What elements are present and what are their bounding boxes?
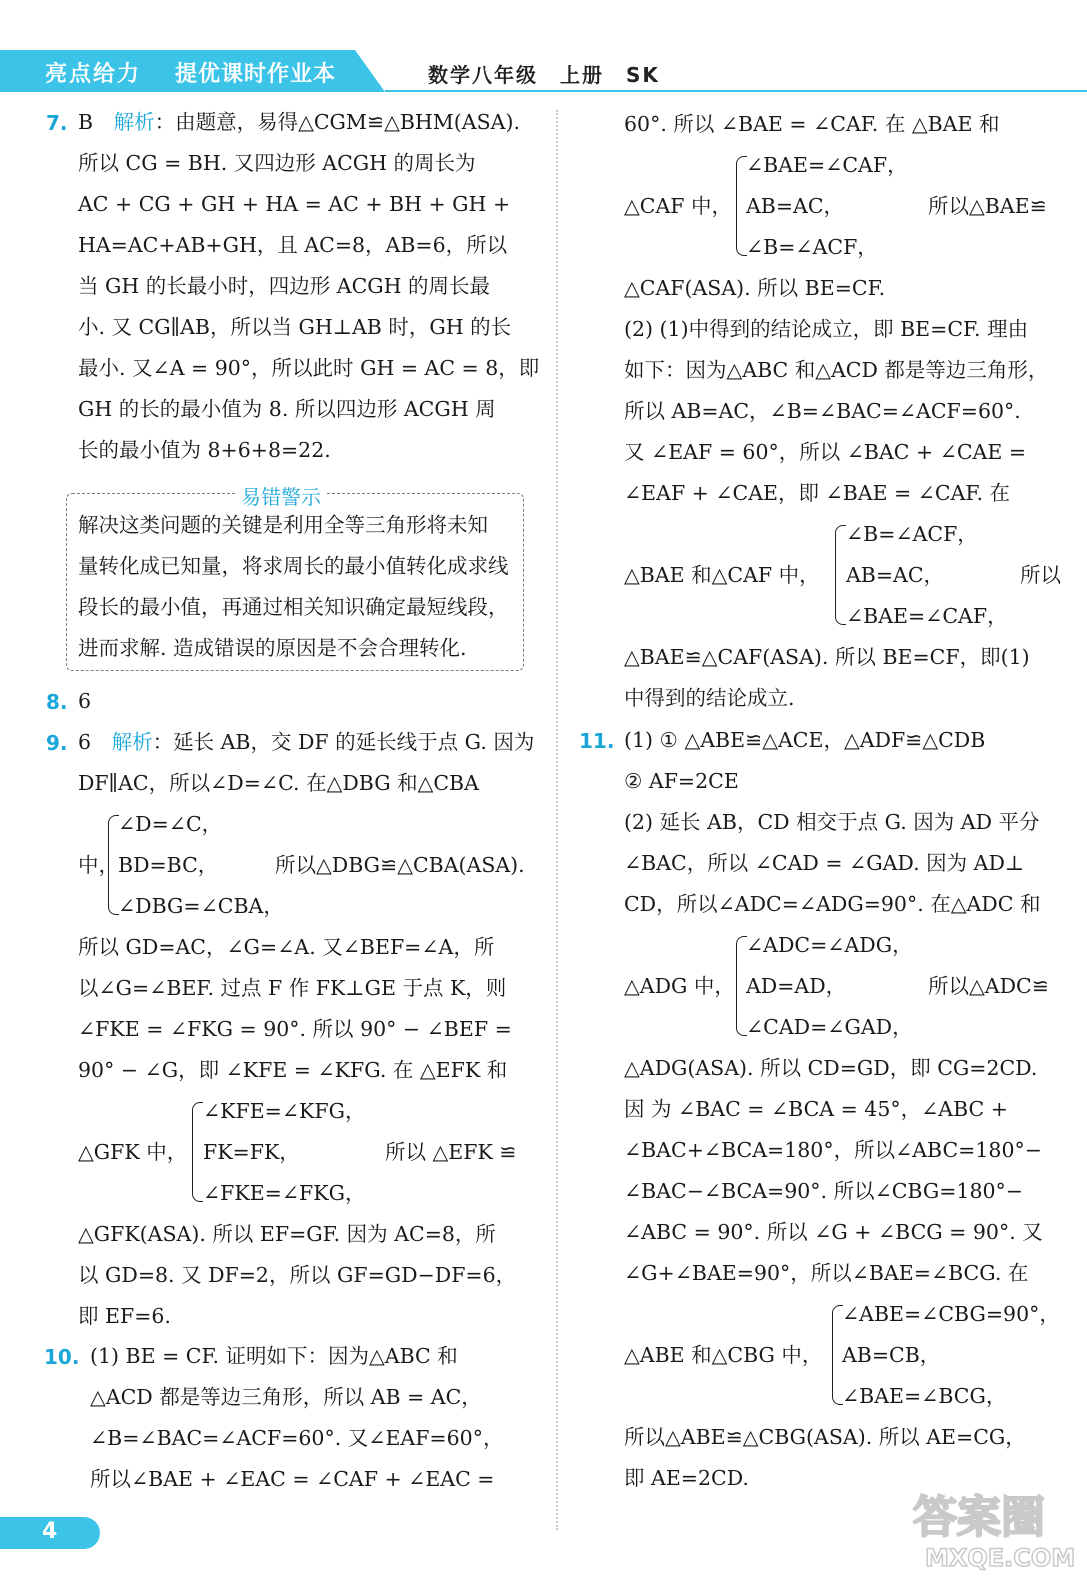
q10-cont-line-2: △CAF(ASA). 所以 BE=CF. [624, 276, 886, 300]
q10-condition-4: ∠B=∠ACF， [846, 522, 978, 546]
q7-line-2: 所以 CG = BH. 又四边形 ACGH 的周长为 [78, 151, 476, 175]
q7-line-1 [78, 110, 520, 134]
q11-line-7: 因 为 ∠BAC = ∠BCA = 45°，∠ABC + [624, 1097, 1008, 1121]
q7-answer: B [78, 110, 94, 134]
q7-text: ：由题意，易得△CGM≌△BHM(ASA). [154, 110, 520, 134]
q9-condition-6: ∠FKE=∠FKG， [203, 1181, 366, 1205]
q9-line-9: 即 EF=6. [78, 1304, 171, 1328]
q7-line-6: 小. 又 CG∥AB，所以当 GH⊥AB 时，GH 的长 [78, 315, 512, 339]
q11-condition-2: AD=AD， [746, 974, 847, 998]
q11-line-5: CD，所以∠ADC=∠ADG=90°. 在△ADC 和 [624, 892, 1041, 916]
q7-line-9: 长的最小值为 8+6+8=22. [78, 438, 331, 462]
q9-conclusion: 所以△DBG≌△CBA(ASA). [275, 853, 525, 877]
q10-cont-line-5: 所以 AB=AC，∠B=∠BAC=∠ACF=60°. [624, 399, 1021, 423]
analysis-label: 解析 [113, 110, 155, 134]
q10-line-3: ∠B=∠BAC=∠ACF=60°. 又∠EAF=60°， [90, 1426, 504, 1450]
q9-line-4: 以∠G=∠BEF. 过点 F 作 FK⊥GE 于点 K，则 [78, 976, 507, 1000]
q11-line-13: 即 AE=2CD. [624, 1466, 749, 1490]
q10-cont-line-4: 如下：因为△ABC 和△ACD 都是等边三角形， [624, 358, 1049, 382]
q9-line-8: 以 GD=8. 又 DF=2，所以 GF=GD−DF=6， [78, 1263, 517, 1287]
system-brace [192, 1102, 203, 1202]
q10-conclusion-2: 所以 [1020, 563, 1061, 587]
q11-line-1: (1) ① △ABE≌△ACE，△ADF≌△CDB [624, 728, 986, 752]
q11-condition-5: AB=CB， [842, 1343, 941, 1367]
q9-system-prefix: 中， [78, 853, 119, 877]
q7-line-8: GH 的长的最小值为 8. 所以四边形 ACGH 周 [78, 397, 496, 421]
q11-condition-1: ∠ADC=∠ADG， [746, 933, 913, 957]
q9-line-6: 90° − ∠G，即 ∠KFE = ∠KFG. 在 △EFK 和 [78, 1058, 508, 1082]
q9-condition-3: ∠DBG=∠CBA， [118, 894, 284, 918]
q9-line-5: ∠FKE = ∠FKG = 90°. 所以 90° − ∠BEF = [78, 1017, 512, 1041]
q9-line-7: △GFK(ASA). 所以 EF=GF. 因为 AC=8，所 [78, 1222, 496, 1246]
q10-condition-1: ∠BAE=∠CAF， [746, 153, 908, 177]
q9-condition-5: FK=FK， [203, 1140, 300, 1164]
q7-line-3: AC + CG + GH + HA = AC + BH + GH + [78, 192, 511, 216]
q9-condition-2: BD=BC， [118, 853, 219, 877]
q11-line-11: ∠G+∠BAE=90°，所以∠BAE=∠BCG. 在 [624, 1261, 1029, 1285]
question-number-9: 9. [46, 731, 68, 755]
q8-answer: 6 [78, 689, 92, 713]
q10-condition-5: AB=AC， [846, 563, 945, 587]
q11-condition-6: ∠BAE=∠BCG， [842, 1384, 1007, 1408]
q9-text: ：延长 AB，交 DF 的延长线于点 G. 因为 [152, 730, 535, 754]
analysis-label: 解析 [111, 730, 153, 754]
q10-cont-line-7: ∠EAF + ∠CAE，即 ∠BAE = ∠CAF. 在 [624, 481, 1010, 505]
question-number-11: 11. [579, 729, 615, 753]
q7-line-7: 最小. 又∠A = 90°，所以此时 GH = AC = 8，即 [78, 356, 540, 380]
warning-line-3: 段长的最小值，再通过相关知识确定最短线段， [78, 595, 509, 619]
watermark-logo [905, 1480, 1080, 1572]
q10-condition-6: ∠BAE=∠CAF， [846, 604, 1008, 628]
q11-condition-3: ∠CAD=∠GAD， [746, 1015, 913, 1039]
watermark-text: 答案圈 [913, 1492, 1045, 1543]
error-warning-title: 易错警示 [235, 481, 327, 510]
q10-condition-3: ∠B=∠ACF， [746, 235, 878, 259]
header-rule [385, 90, 1087, 92]
q11-line-12: 所以△ABE≌△CBG(ASA). 所以 AE=CG， [624, 1425, 1026, 1449]
q9-line-1 [78, 730, 534, 754]
q11-line-8: ∠BAC+∠BCA=180°，所以∠ABC=180°− [624, 1138, 1042, 1162]
q9-answer: 6 [78, 730, 92, 754]
q10-cont-line-6: 又 ∠EAF = 60°，所以 ∠BAC + ∠CAE = [624, 440, 1027, 464]
q10-cont-line-8: △BAE≌△CAF(ASA). 所以 BE=CF，即(1) [624, 645, 1030, 669]
q10-system-prefix: △CAF 中， [624, 194, 732, 218]
q10-cont-line-9: 中得到的结论成立. [624, 686, 795, 710]
page-number: 4 [42, 1519, 58, 1544]
q11-line-9: ∠BAC−∠BCA=90°. 所以∠CBG=180°− [624, 1179, 1023, 1203]
q9-conclusion-2: 所以 △EFK ≌ [385, 1140, 517, 1164]
q10-line-4: 所以∠BAE + ∠EAC = ∠CAF + ∠EAC = [90, 1467, 495, 1491]
book-subtitle: 提优课时作业本 [175, 62, 337, 87]
q7-line-4: HA=AC+AB+GH，且 AC=8，AB=6，所以 [78, 233, 508, 257]
subject-grade: 数学八年级 上册 SK [428, 63, 660, 87]
q11-condition-4: ∠ABE=∠CBG=90°， [842, 1302, 1060, 1326]
q11-line-2: ② AF=2CE [624, 769, 739, 793]
page-number-tab [0, 1517, 100, 1549]
column-divider [556, 110, 558, 1530]
question-number-10: 10. [44, 1345, 80, 1369]
q11-system-prefix: △ADG 中， [624, 974, 735, 998]
q9-condition-1: ∠D=∠C， [118, 812, 223, 836]
question-number-7: 7. [46, 111, 68, 135]
warning-line-4: 进而求解. 造成错误的原因是不会合理转化. [78, 636, 467, 660]
brand-title: 亮点给力 [45, 62, 142, 87]
q9-line-2: DF∥AC，所以∠D=∠C. 在△DBG 和△CBA [78, 771, 479, 795]
watermark-url: MXQE.COM [925, 1544, 1076, 1572]
q9-system2-prefix: △GFK 中， [78, 1140, 188, 1164]
q7-line-5: 当 GH 的长最小时，四边形 ACGH 的周长最 [78, 274, 491, 298]
system-brace [835, 525, 846, 625]
question-number-8: 8. [46, 690, 68, 714]
q11-line-10: ∠ABC = 90°. 所以 ∠G + ∠BCG = 90°. 又 [624, 1220, 1043, 1244]
q10-system2-prefix: △BAE 和△CAF 中， [624, 563, 820, 587]
q10-condition-2: AB=AC， [746, 194, 845, 218]
page-header [0, 50, 1087, 92]
q10-line-2: △ACD 都是等边三角形，所以 AB = AC， [90, 1385, 482, 1409]
q9-line-3: 所以 GD=AC，∠G=∠A. 又∠BEF=∠A，所 [78, 935, 495, 959]
q10-line-1: (1) BE = CF. 证明如下：因为△ABC 和 [90, 1344, 458, 1368]
q11-line-6: △ADG(ASA). 所以 CD=GD，即 CG=2CD. [624, 1056, 1038, 1080]
q10-cont-line-3: (2) (1)中得到的结论成立，即 BE=CF. 理由 [624, 317, 1029, 341]
q10-conclusion-1: 所以△BAE≌ [928, 194, 1047, 218]
q11-conclusion-1: 所以△ADC≌ [928, 974, 1049, 998]
q11-line-4: ∠BAC，所以 ∠CAD = ∠GAD. 因为 AD⊥ [624, 851, 1025, 875]
q11-system2-prefix: △ABE 和△CBG 中， [624, 1343, 823, 1367]
q11-line-3: (2) 延长 AB，CD 相交于点 G. 因为 AD 平分 [624, 810, 1040, 834]
warning-line-1: 解决这类问题的关键是利用全等三角形将未知 [78, 513, 488, 537]
q10-cont-line-1: 60°. 所以 ∠BAE = ∠CAF. 在 △BAE 和 [624, 112, 1000, 136]
q9-condition-4: ∠KFE=∠KFG， [203, 1099, 366, 1123]
warning-line-2: 量转化成已知量，将求周长的最小值转化成求线 [78, 554, 509, 578]
